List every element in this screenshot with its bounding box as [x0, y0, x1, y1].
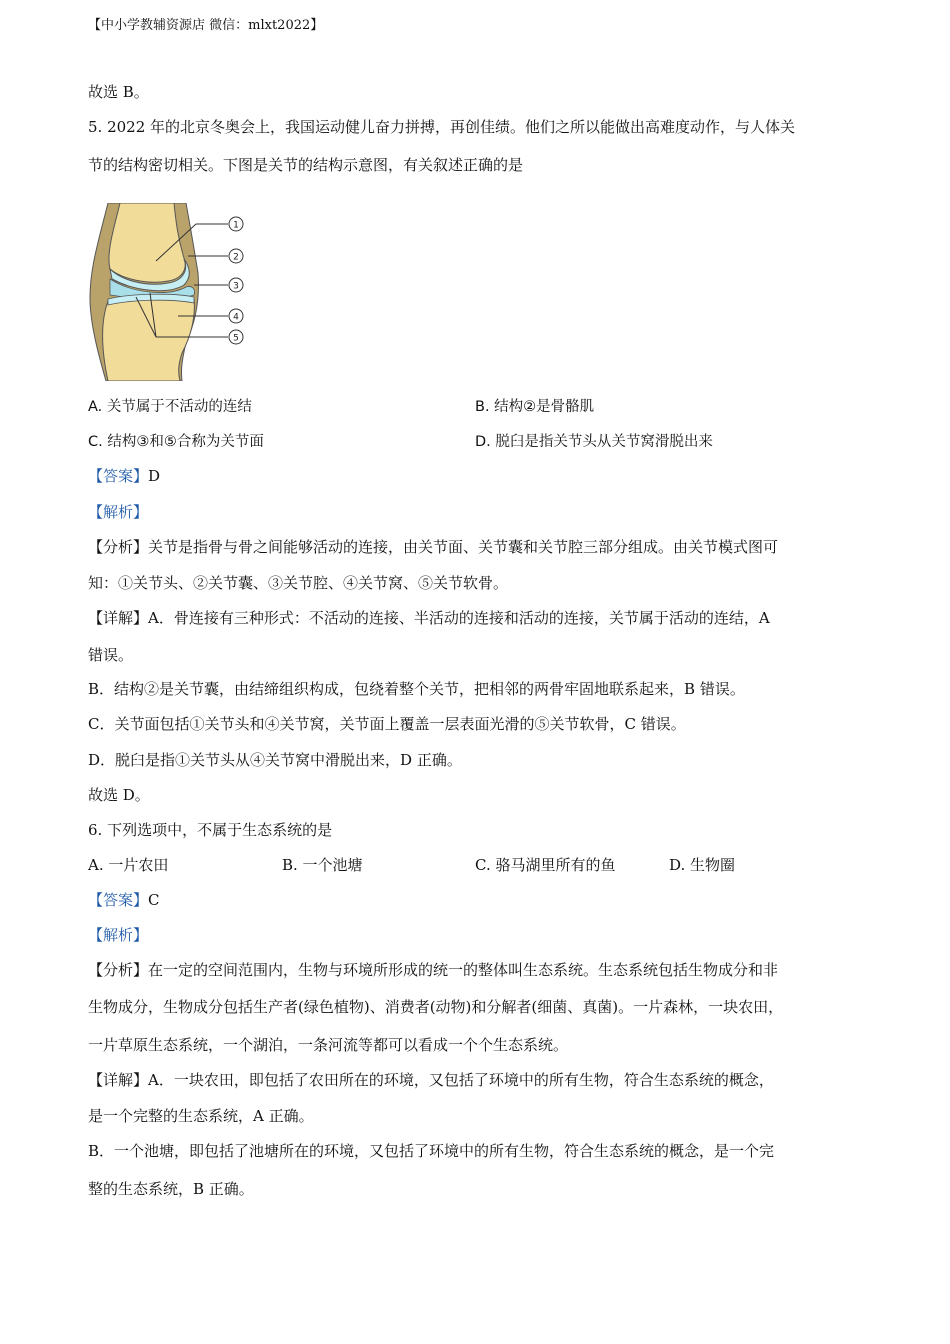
q6-stem: 6. 下列选项中，不属于生态系统的是: [88, 821, 333, 839]
upper-bone: [109, 203, 185, 282]
q5-xiangjie-text1: A．骨连接有三种形式：不活动的连接、半活动的连接和活动的连接，关节属于活动的连结，A: [148, 609, 770, 627]
q6-option-c: C. 骆马湖里所有的鱼: [475, 856, 616, 874]
q6-xiangjie-tag: 【详解】: [88, 1071, 149, 1089]
q5-answer: [88, 466, 160, 486]
q5-detail-b: B．结构②是关节囊，由结缔组织构成，包绕着整个关节，把相邻的两骨牢固地联系起来，B 错误。: [88, 680, 745, 698]
q5-analysis-tag: 【解析】: [88, 503, 149, 521]
q5-detail-d: D．脱臼是指①关节头从④关节窝中滑脱出来，D 正确。: [88, 751, 462, 769]
q6-detail-b-line2: 整的生态系统，B 正确。: [88, 1180, 254, 1198]
label-2: 2: [233, 252, 239, 263]
q6-answer-tag: 【答案】: [88, 891, 149, 909]
q6-xiangjie-line1: [88, 1070, 774, 1090]
label-4: 4: [233, 312, 239, 323]
joint-structure-diagram: [86, 203, 256, 381]
q5-fenxi-line1: [88, 537, 778, 557]
q6-answer: [88, 890, 160, 910]
q6-detail-b-line1: B．一个池塘，即包括了池塘所在的环境，又包括了环境中的所有生物，符合生态系统的概念，是一个完: [88, 1142, 775, 1160]
q6-fenxi-line2: 生物成分，生物成分包括生产者(绿色植物)、消费者(动物)和分解者(细菌、真菌)。一片森林，一块农田，: [88, 998, 784, 1016]
q5-fenxi-tag: 【分析】: [88, 538, 149, 556]
q5-xiangjie-line1: [88, 608, 770, 628]
q5-xiangjie-line2: 错误。: [88, 646, 134, 664]
q5-stem-line2: 节的结构密切相关。下图是关节的结构示意图，有关叙述正确的是: [88, 156, 524, 174]
q5-conclusion: 故选 D。: [88, 786, 150, 804]
q5-fenxi-line2: 知：①关节头、②关节囊、③关节腔、④关节窝、⑤关节软骨。: [88, 574, 509, 592]
label-3: 3: [233, 281, 239, 292]
q6-fenxi-line1: [88, 960, 778, 980]
q6-xiangjie-line2: 是一个完整的生态系统，A 正确。: [88, 1107, 314, 1125]
q5-answer-value: D: [148, 467, 161, 485]
q6-option-b: B. 一个池塘: [282, 856, 363, 874]
q6-fenxi-text1: 在一定的空间范围内，生物与环境所形成的统一的整体叫生态系统。生态系统包括生物成分和非: [148, 961, 779, 979]
q5-option-a: A. 关节属于不活动的连结: [88, 399, 252, 415]
q6-option-d: D. 生物圈: [669, 856, 736, 874]
q6-xiangjie-text1: A．一块农田，即包括了农田所在的环境，又包括了环境中的所有生物，符合生态系统的概念，: [148, 1071, 774, 1089]
q5-xiangjie-tag: 【详解】: [88, 609, 149, 627]
q6-analysis-tag: 【解析】: [88, 926, 149, 944]
q6-fenxi-tag: 【分析】: [88, 961, 149, 979]
q5-detail-c: C．关节面包括①关节头和④关节窝，关节面上覆盖一层表面光滑的⑤关节软骨，C 错误。: [88, 715, 686, 733]
q5-fenxi-text1: 关节是指骨与骨之间能够活动的连接，由关节面、关节囊和关节腔三部分组成。由关节模式图可: [148, 538, 779, 556]
q5-option-d: D. 脱臼是指关节头从关节窝滑脱出来: [475, 434, 713, 450]
q6-fenxi-line3: 一片草原生态系统，一个湖泊，一条河流等都可以看成一个个生态系统。: [88, 1036, 569, 1054]
q5-option-c: C. 结构③和⑤合称为关节面: [88, 434, 264, 450]
q4-conclusion: 故选 B。: [88, 83, 149, 101]
label-1: 1: [233, 220, 239, 231]
page-header-watermark: 【中小学教辅资源店 微信：mlxt2022】: [88, 18, 324, 33]
q6-option-a: A. 一片农田: [88, 856, 169, 874]
q6-answer-value: C: [148, 891, 160, 909]
q5-answer-tag: 【答案】: [88, 467, 149, 485]
label-5: 5: [233, 333, 239, 344]
q5-stem-line1: 5. 2022 年的北京冬奥会上，我国运动健儿奋力拼搏，再创佳绩。他们之所以能做出高难度动作，与人体关: [88, 118, 796, 136]
q5-option-b: B. 结构②是骨骼肌: [475, 399, 595, 415]
